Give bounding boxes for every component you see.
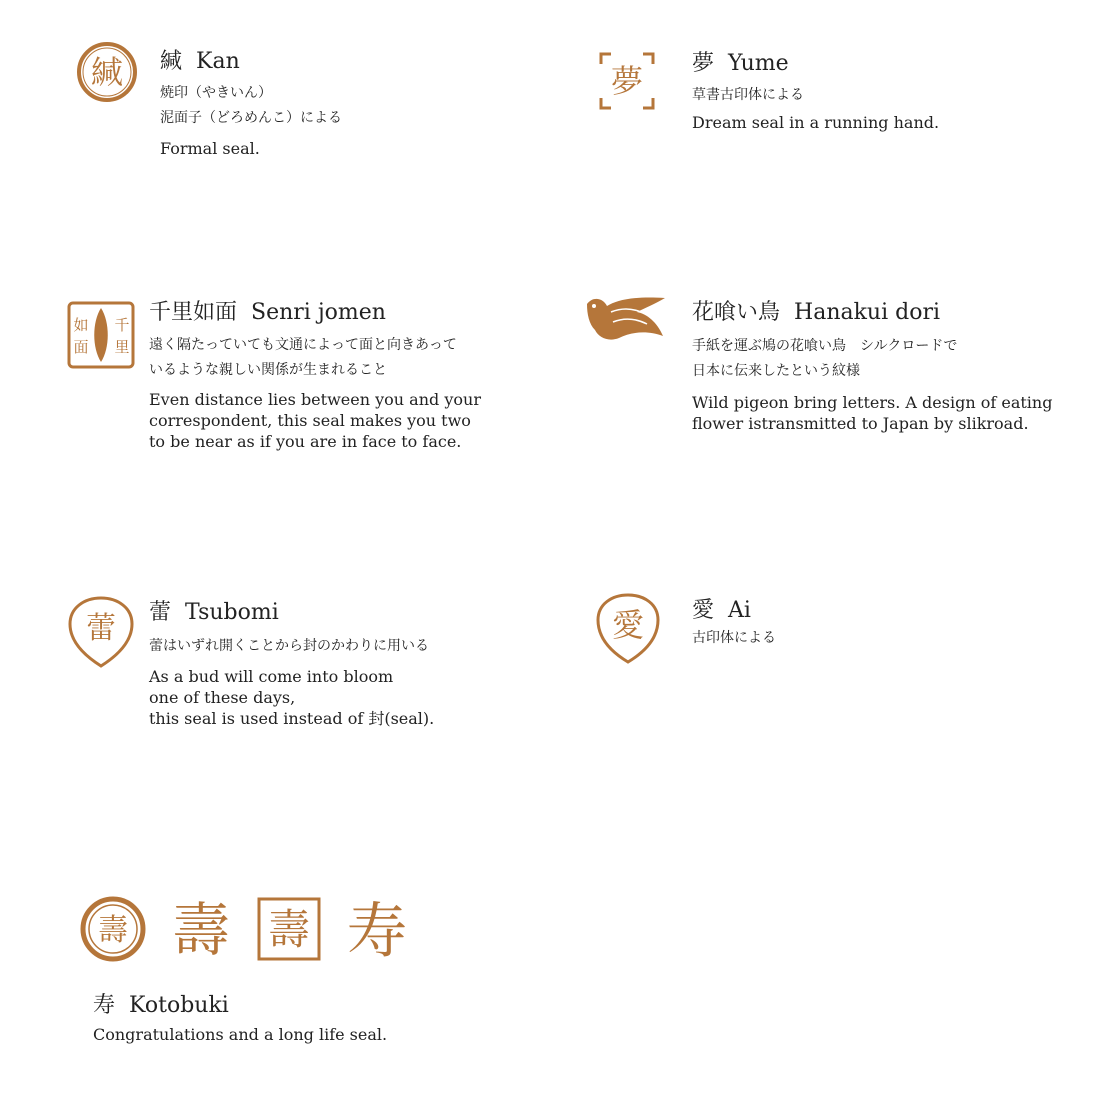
yume-title-jp: 夢 <box>692 51 715 76</box>
yume-jp-desc <box>692 83 804 108</box>
kotobuki-seal-plain-icon <box>168 894 234 964</box>
yume-title-en: Yume <box>728 51 789 76</box>
hanakui-en-desc <box>692 392 1052 434</box>
yume-title <box>692 46 789 77</box>
senri-jp-line: いるような親しい関係が生まれること <box>149 362 387 378</box>
kan-jp-line: 焼印（やきいん） <box>160 85 272 101</box>
ai-jp-desc <box>692 626 776 651</box>
senri-seal-glyph-1: 千 <box>114 316 130 334</box>
senri-title-jp: 千里如面 <box>149 300 238 325</box>
kan-jp-desc <box>160 81 342 131</box>
senri-jp-desc <box>149 333 457 383</box>
tsubomi-seal-icon <box>66 594 136 670</box>
kotobuki-title-en: Kotobuki <box>129 993 229 1018</box>
hanakui-jp-line: 日本に伝来したという紋様 <box>692 363 860 379</box>
ai-seal-glyph: 愛 <box>611 606 645 644</box>
ai-jp-line: 古印体による <box>692 630 776 646</box>
tsubomi-en-line: one of these days, <box>149 688 296 707</box>
senri-en-desc <box>149 389 481 452</box>
tsubomi-title <box>149 595 279 626</box>
yume-en-desc <box>692 112 939 133</box>
kotobuki-seal-square-icon <box>256 896 322 962</box>
yume-seal-icon <box>597 50 657 112</box>
senri-jp-line: 遠く隔たっていても文通によって面と向きあって <box>149 337 457 353</box>
kotobuki-seal-circle-icon <box>80 896 146 962</box>
tsubomi-seal-glyph: 蕾 <box>86 611 116 646</box>
ai-title <box>692 593 751 624</box>
kan-title <box>160 44 240 75</box>
kan-title-en: Kan <box>196 49 240 74</box>
senri-seal-icon <box>66 300 136 370</box>
kotobuki-title <box>93 988 229 1019</box>
senri-en-line: correspondent, this seal makes you two <box>149 411 471 430</box>
hanakui-jp-line: 手紙を運ぶ鳩の花喰い鳥 シルクロードで <box>692 338 958 354</box>
kotobuki-en-desc <box>93 1024 387 1045</box>
tsubomi-title-en: Tsubomi <box>185 600 279 625</box>
kotobuki-title-jp: 寿 <box>93 993 116 1018</box>
kan-seal-glyph: 緘 <box>90 53 124 91</box>
yume-seal-glyph: 夢 <box>610 62 644 100</box>
kotobuki-seal-cursive-icon <box>344 894 410 964</box>
tsubomi-jp-line: 蕾はいずれ開くことから封のかわりに用いる <box>149 638 429 654</box>
senri-seal-glyph-4: 面 <box>73 338 89 356</box>
yume-jp-line: 草書古印体による <box>692 87 804 103</box>
ai-title-en: Ai <box>728 598 751 623</box>
kotobuki-seal-glyph-2: 壽 <box>171 896 231 964</box>
senri-en-line: to be near as if you are in face to face. <box>149 432 462 451</box>
kan-en-desc <box>160 138 260 159</box>
kan-jp-line: 泥面子（どろめんこ）による <box>160 110 342 126</box>
senri-seal-glyph-2: 里 <box>114 338 130 356</box>
hanakui-en-line: Wild pigeon bring letters. A design of eating <box>692 393 1053 412</box>
senri-title <box>149 295 386 326</box>
kotobuki-en-line: Congratulations and a long life seal. <box>93 1025 388 1044</box>
kan-seal-icon <box>76 41 138 103</box>
kan-en-line: Formal seal. <box>160 139 260 158</box>
senri-seal-glyph-3: 如 <box>73 316 89 334</box>
senri-en-line: Even distance lies between you and your <box>149 390 481 409</box>
tsubomi-en-line: As a bud will come into bloom <box>149 667 394 686</box>
hanakui-en-line: flower istransmitted to Japan by slikroad. <box>692 414 1029 433</box>
tsubomi-jp-desc <box>149 634 429 659</box>
hanakui-jp-desc <box>692 334 957 384</box>
ai-title-jp: 愛 <box>692 598 715 623</box>
ai-seal-icon <box>594 592 662 666</box>
tsubomi-en-line: this seal is used instead of 封(seal). <box>149 709 435 728</box>
hanakui-title-en: Hanakui dori <box>794 300 941 325</box>
bird-seal-icon <box>585 292 669 344</box>
yume-en-line: Dream seal in a running hand. <box>692 113 940 132</box>
tsubomi-en-desc <box>149 666 434 729</box>
hanakui-title-jp: 花喰い鳥 <box>692 300 781 325</box>
kotobuki-seal-glyph-3: 壽 <box>267 905 311 954</box>
hanakui-title <box>692 295 940 326</box>
tsubomi-title-jp: 蕾 <box>149 600 172 625</box>
kan-title-jp: 緘 <box>160 49 183 74</box>
kotobuki-seal-glyph-1: 壽 <box>98 913 128 948</box>
senri-title-en: Senri jomen <box>251 300 386 325</box>
kotobuki-seal-glyph-4: 寿 <box>347 897 407 964</box>
